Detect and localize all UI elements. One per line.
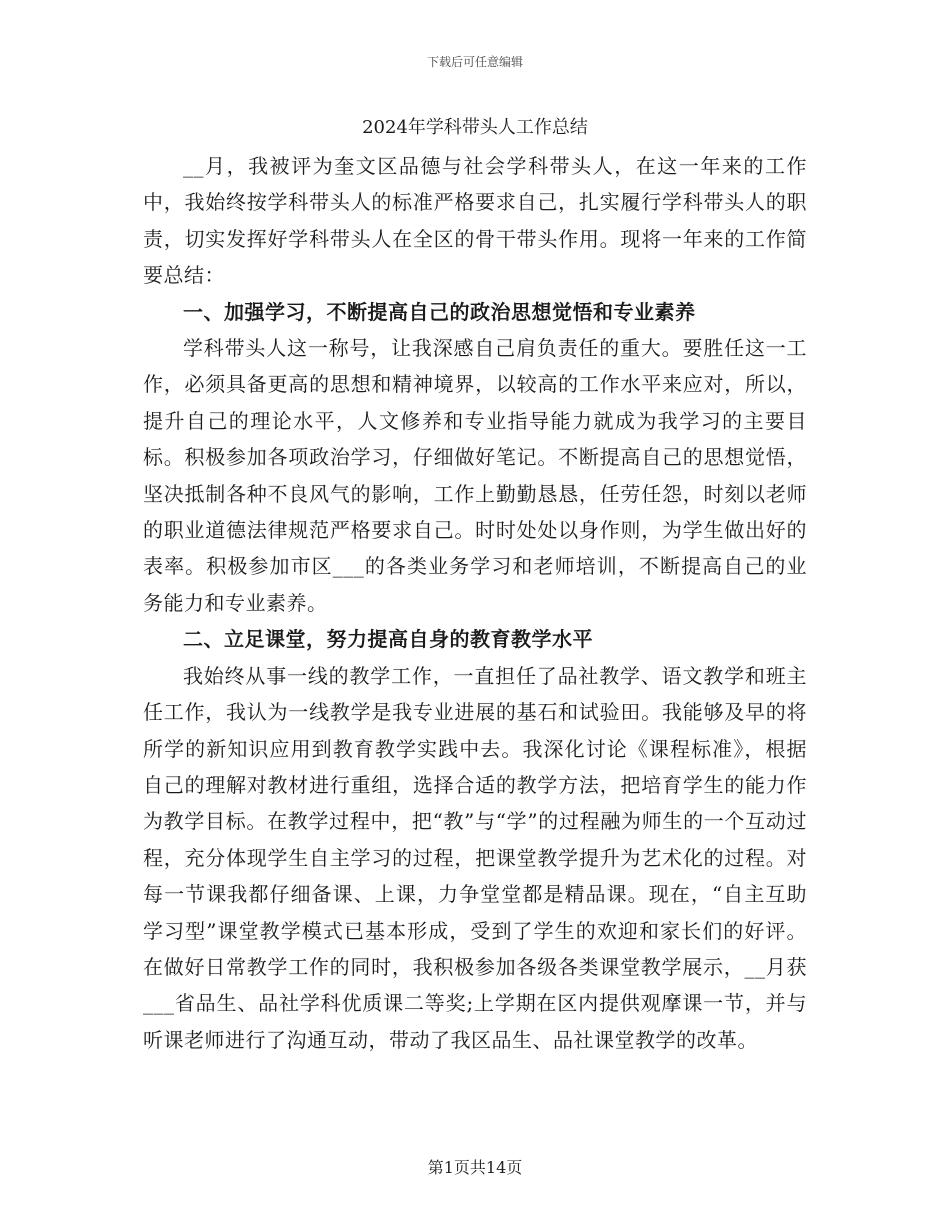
header-note: 下载后可任意编辑 [426,55,523,69]
intro-paragraph: __月，我被评为奎文区品德与社会学科带头人，在这一年来的工作中，我始终按学科带头人的标准严格要求自己，扎实履行学科带头人的职责，切实发挥好学科带头人在全区的骨干带头作用。现将一年来的工作简要总结： [143,154,807,288]
section-2-heading: 二、立足课堂，努力提高自身的教育教学水平 [183,627,593,652]
section-1-heading: 一、加强学习，不断提高自己的政治思想觉悟和专业素养 [183,299,696,324]
section-2-body: 我始终从事一线的教学工作，一直担任了品社教学、语文教学和班主任工作，我认为一线教学是我专业进展的基石和试验田。我能够及早的将所学的新知识应用到教育教学实践中去。我深化讨论《课程标准》，根据自己的理解对教材进行重组，选择合适的教学方法，把培育学生的能力作为教学目标。在教学过程中，把“教”与“学”的过程融为师生的一个互动过程，充分体现学生自主学习的过程，把课堂教学提升为艺术化的过程。对每一节课我都仔细备课、上课，力争堂堂都是精品课。现在，“自主互助学习型”课堂教学模式已基本形成，受到了学生的欢迎和家长们的好评。在做好日常教学工作的同时，我积极参加各级各类课堂教学展示，__月获___省品生、品社学科优质课二等奖;上学期在区内提供观摩课一节，并与听课老师进行了沟通互动，带动了我区品生、品社课堂教学的改革。 [143,663,807,1052]
section-1-body: 学科带头人这一称号，让我深感自己肩负责任的重大。要胜任这一工作，必须具备更高的思想和精神境界，以较高的工作水平来应对，所以，提升自己的理论水平，人文修养和专业指导能力就成为我学习的主要目标。积极参加各项政治学习，仔细做好笔记。不断提高自己的思想觉悟，坚决抵制各种不良风气的影响，工作上勤勤恳恳，任劳任怨，时刻以老师的职业道德法律规范严格要求自己。时时处处以身作则，为学生做出好的表率。积极参加市区___的各类业务学习和老师培训，不断提高自己的业务能力和专业素养。 [143,336,807,615]
page-number: 第1页共14页 [427,1158,523,1177]
page-title: 2024年学科带头人工作总结 [362,117,588,138]
document-body [143,108,807,1058]
